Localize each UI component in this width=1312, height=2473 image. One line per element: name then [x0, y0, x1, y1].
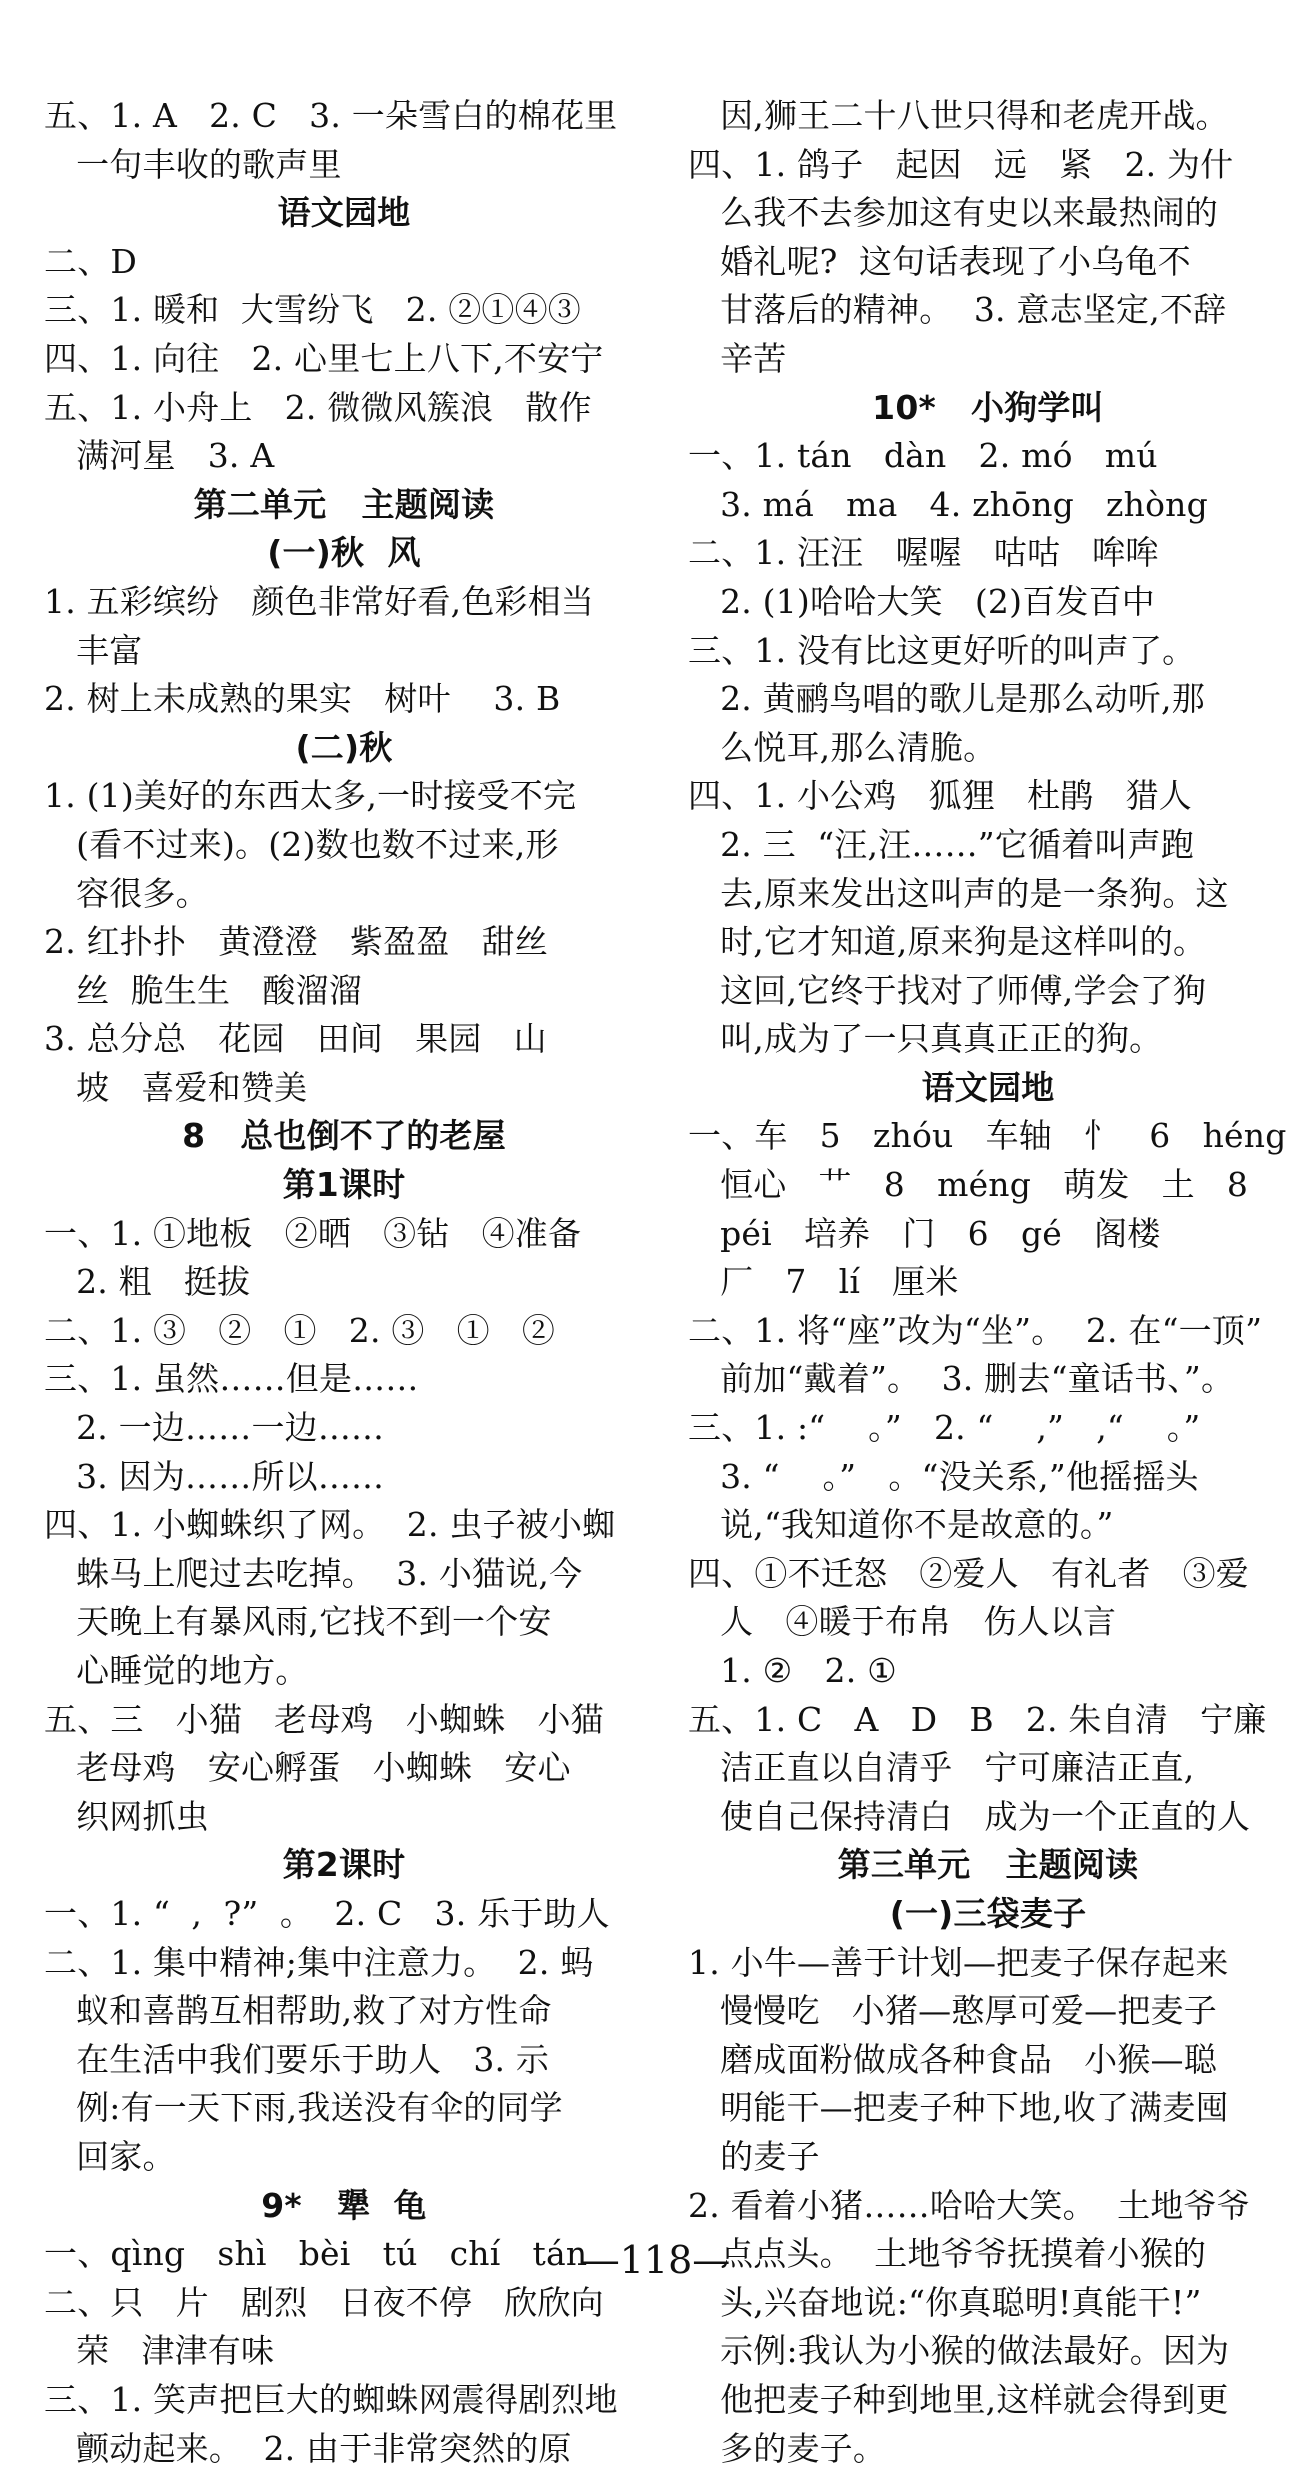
answer-line: 1. (1)美好的东西太多,一时接受不完: [44, 772, 644, 821]
answer-line: 三、1. 笑声把巨大的蜘蛛网震得剧烈地: [44, 2376, 644, 2425]
answer-line: 前加“戴着”。 3. 删去“童话书、”。: [688, 1355, 1288, 1404]
answer-line: 示例:我认为小猴的做法最好。因为: [688, 2327, 1288, 2376]
section-heading: (一)秋 风: [44, 529, 644, 578]
answer-line: 3. “ 。” 。“没关系,”他摇摇头: [688, 1453, 1288, 1502]
answer-line: 3. 因为……所以……: [44, 1453, 644, 1502]
answer-line: 四、1. 鸽子 起因 远 紧 2. 为什: [688, 141, 1288, 190]
answer-line: 容很多。: [44, 870, 644, 919]
answer-line: 2. 黄鹂鸟唱的歌儿是那么动听,那: [688, 675, 1288, 724]
answer-line: 厂 7 lí 厘米: [688, 1258, 1288, 1307]
answer-line: 么我不去参加这有史以来最热闹的: [688, 189, 1288, 238]
answer-line: 三、1. :“ 。” 2. “ ,” ,“ 。”: [688, 1404, 1288, 1453]
section-heading: 语文园地: [688, 1064, 1288, 1113]
answer-line: 心睡觉的地方。: [44, 1647, 644, 1696]
answer-line: 天晚上有暴风雨,它找不到一个安: [44, 1598, 644, 1647]
answer-line: 二、只 片 剧烈 日夜不停 欣欣向: [44, 2279, 644, 2328]
answer-line: 人 ④暖于布帛 伤人以言: [688, 1598, 1288, 1647]
answer-line: 多的麦子。: [688, 2425, 1288, 2473]
section-heading: 第1课时: [44, 1161, 644, 1210]
answer-line: 一、qìng shì bèi tú chí tán: [44, 2230, 644, 2279]
answer-line: 因,狮王二十八世只得和老虎开战。: [688, 92, 1288, 141]
answer-line: 洁正直以自清乎 宁可廉洁正直,: [688, 1744, 1288, 1793]
answer-line: 他把麦子种到地里,这样就会得到更: [688, 2376, 1288, 2425]
answer-line: 2. 三 “汪,汪……”它循着叫声跑: [688, 821, 1288, 870]
answer-line: 二、D: [44, 238, 644, 287]
answer-line: 慢慢吃 小猪—憨厚可爱—把麦子: [688, 1987, 1288, 2036]
answer-line: 四、1. 向往 2. 心里七上八下,不安宁: [44, 335, 644, 384]
answer-line: 明能干—把麦子种下地,收了满麦囤: [688, 2084, 1288, 2133]
answer-line: 五、1. A 2. C 3. 一朵雪白的棉花里: [44, 92, 644, 141]
answer-line: 一、1. ①地板 ②晒 ③钻 ④准备: [44, 1210, 644, 1259]
answer-line: 坡 喜爱和赞美: [44, 1064, 644, 1113]
answer-line: 四、①不迁怒 ②爱人 有礼者 ③爱: [688, 1550, 1288, 1599]
answer-line: 1. 小牛—善于计划—把麦子保存起来: [688, 1939, 1288, 1988]
answer-line: 去,原来发出这叫声的是一条狗。这: [688, 870, 1288, 919]
answer-line: péi 培养 门 6 gé 阁楼: [688, 1210, 1288, 1259]
answer-line: 2. 粗 挺拔: [44, 1258, 644, 1307]
answer-line: 么悦耳,那么清脆。: [688, 724, 1288, 773]
answer-line: 2. (1)哈哈大笑 (2)百发百中: [688, 578, 1288, 627]
answer-line: 3. má ma 4. zhōng zhòng: [688, 481, 1288, 530]
answer-line: 点点头。 土地爷爷抚摸着小猴的: [688, 2230, 1288, 2279]
answer-line: 五、1. 小舟上 2. 微微风簇浪 散作: [44, 384, 644, 433]
answer-line: 2. 看着小猪……哈哈大笑。 土地爷爷: [688, 2182, 1288, 2231]
answer-line: 五、1. C A D B 2. 朱自清 宁廉: [688, 1696, 1288, 1745]
answer-line: 2. 树上未成熟的果实 树叶 3. B: [44, 675, 644, 724]
answer-line: 一句丰收的歌声里: [44, 141, 644, 190]
answer-line: 满河星 3. A: [44, 432, 644, 481]
answer-line: (看不过来)。(2)数也数不过来,形: [44, 821, 644, 870]
answer-line: 织网抓虫: [44, 1793, 644, 1842]
answer-line: 一、车 5 zhóu 车轴 忄 6 héng: [688, 1112, 1288, 1161]
answer-line: 荣 津津有味: [44, 2327, 644, 2376]
answer-line: 头,兴奋地说:“你真聪明!真能干!”: [688, 2279, 1288, 2328]
answer-line: 丝 脆生生 酸溜溜: [44, 967, 644, 1016]
answer-line: 一、1. “ , ?” 。 2. C 3. 乐于助人: [44, 1890, 644, 1939]
left-answer-column: [44, 92, 644, 2473]
answer-line: 蚁和喜鹊互相帮助,救了对方性命: [44, 1987, 644, 2036]
page-number: —118—: [0, 2238, 1312, 2282]
answer-line: 甘落后的精神。 3. 意志坚定,不辞: [688, 286, 1288, 335]
section-heading: 第2课时: [44, 1841, 644, 1890]
answer-line: 三、1. 暖和 大雪纷飞 2. ②①④③: [44, 286, 644, 335]
answer-line: 颤动起来。 2. 由于非常突然的原: [44, 2425, 644, 2473]
answer-line: 磨成面粉做成各种食品 小猴—聪: [688, 2036, 1288, 2085]
answer-line: 婚礼呢? 这句话表现了小乌龟不: [688, 238, 1288, 287]
answer-line: 使自己保持清白 成为一个正直的人: [688, 1793, 1288, 1842]
answer-line: 三、1. 虽然……但是……: [44, 1355, 644, 1404]
right-answer-column: [688, 92, 1288, 2473]
answer-line: 3. 总分总 花园 田间 果园 山: [44, 1015, 644, 1064]
section-heading: (二)秋: [44, 724, 644, 773]
answer-line: 二、1. 将“座”改为“坐”。 2. 在“一顶”: [688, 1307, 1288, 1356]
answer-line: 丰富: [44, 627, 644, 676]
answer-line: 的麦子: [688, 2133, 1288, 2182]
answer-line: 1. ② 2. ①: [688, 1647, 1288, 1696]
answer-line: 说,“我知道你不是故意的。”: [688, 1501, 1288, 1550]
section-heading: 语文园地: [44, 189, 644, 238]
answer-line: 老母鸡 安心孵蛋 小蜘蛛 安心: [44, 1744, 644, 1793]
answer-line: 蛛马上爬过去吃掉。 3. 小猫说,今: [44, 1550, 644, 1599]
answer-line: 1. 五彩缤纷 颜色非常好看,色彩相当: [44, 578, 644, 627]
answer-line: 二、1. 汪汪 喔喔 咕咕 哞哞: [688, 529, 1288, 578]
answer-line: 2. 红扑扑 黄澄澄 紫盈盈 甜丝: [44, 918, 644, 967]
section-heading: 第三单元 主题阅读: [688, 1841, 1288, 1890]
answer-line: 2. 一边……一边……: [44, 1404, 644, 1453]
answer-line: 四、1. 小公鸡 狐狸 杜鹃 猎人: [688, 772, 1288, 821]
answer-line: 二、1. ③ ② ① 2. ③ ① ②: [44, 1307, 644, 1356]
answer-line: 五、三 小猫 老母鸡 小蜘蛛 小猫: [44, 1696, 644, 1745]
answer-line: 回家。: [44, 2133, 644, 2182]
answer-line: 一、1. tán dàn 2. mó mú: [688, 432, 1288, 481]
answer-line: 四、1. 小蜘蛛织了网。 2. 虫子被小蜘: [44, 1501, 644, 1550]
answer-line: 恒心 艹 8 méng 萌发 土 8: [688, 1161, 1288, 1210]
section-heading: 第二单元 主题阅读: [44, 481, 644, 530]
answer-line: 辛苦: [688, 335, 1288, 384]
answer-line: 三、1. 没有比这更好听的叫声了。: [688, 627, 1288, 676]
answer-line: 在生活中我们要乐于助人 3. 示: [44, 2036, 644, 2085]
answer-line: 这回,它终于找对了师傅,学会了狗: [688, 967, 1288, 1016]
answer-line: 例:有一天下雨,我送没有伞的同学: [44, 2084, 644, 2133]
answer-line: 时,它才知道,原来狗是这样叫的。: [688, 918, 1288, 967]
answer-line: 二、1. 集中精神;集中注意力。 2. 蚂: [44, 1939, 644, 1988]
section-heading: 10* 小狗学叫: [688, 384, 1288, 433]
section-heading: (一)三袋麦子: [688, 1890, 1288, 1939]
answer-line: 叫,成为了一只真真正正的狗。: [688, 1015, 1288, 1064]
section-heading: 8 总也倒不了的老屋: [44, 1112, 644, 1161]
section-heading: 9* 犟 龟: [44, 2182, 644, 2231]
